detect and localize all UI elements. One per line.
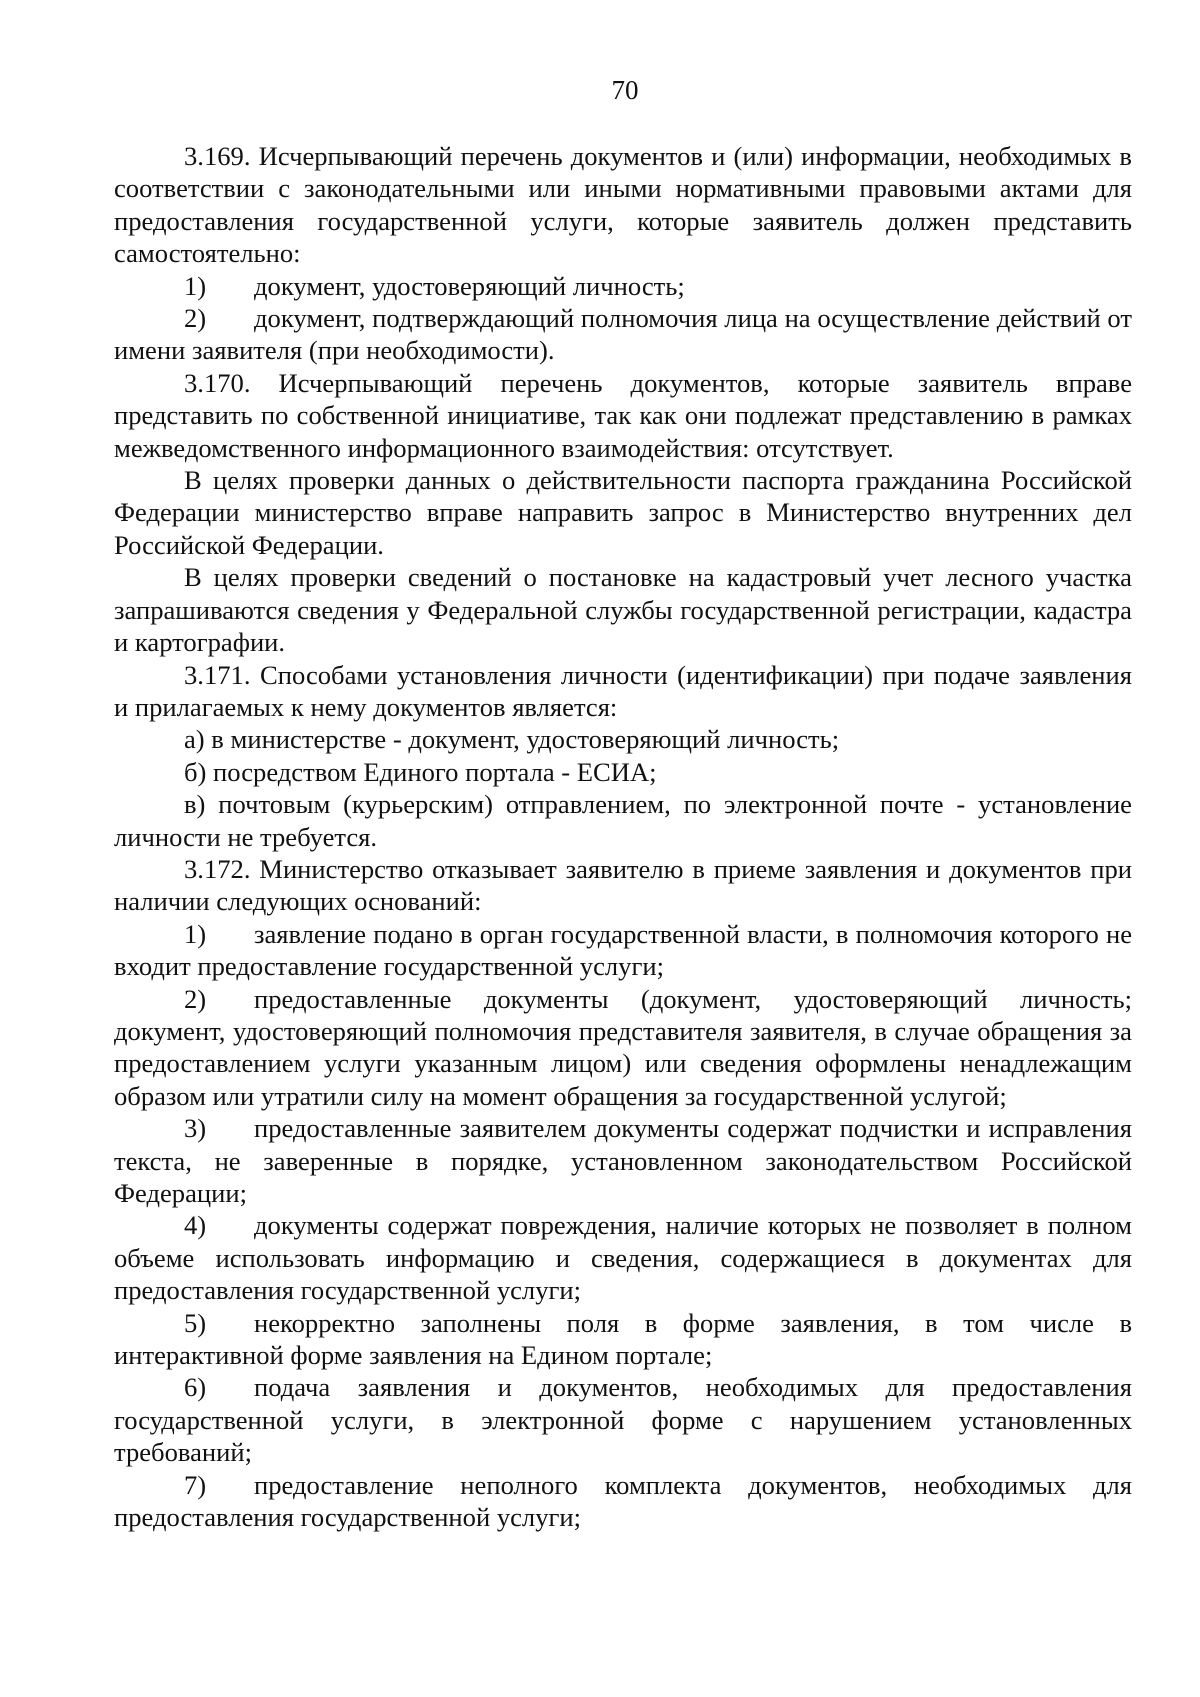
list-item-number: 1) <box>184 918 207 949</box>
paragraph-text: В целях проверки сведений о постановке на кадастровый учет лесного участка запрашиваются сведения у Федеральной службы государственной регистрации, кадастра и картографии. <box>114 562 1132 658</box>
list-item <box>114 1209 1132 1306</box>
paragraph <box>114 367 1132 464</box>
paragraph <box>114 788 1132 853</box>
list-item-text: подача заявления и документов, необходимых для предоставления государственной услуги, в электронной форме с нарушением установленных требований; <box>114 1372 1132 1468</box>
list-item <box>114 1307 1132 1372</box>
paragraph-text: 3.171. Способами установления личности (идентификации) при подаче заявления и прилагаемых к нему документов является: <box>114 659 1132 722</box>
paragraph-text: б) посредством Единого портала - ЕСИА; <box>184 756 657 787</box>
paragraph <box>114 853 1132 918</box>
list-item <box>114 1371 1132 1468</box>
list-item <box>114 983 1132 1113</box>
list-item <box>114 918 1132 983</box>
list-item-text: документ, подтверждающий полномочия лица на осуществление действий от имени заявителя (при необходимости). <box>114 303 1132 366</box>
list-item <box>114 302 1132 367</box>
paragraph <box>114 756 1132 788</box>
paragraph-text: 3.169. Исчерпывающий перечень документов и (или) информации, необходимых в соответствии с законодательными или иными нормативными правовыми актами для предоставления государственной услуги, которые заявитель должен представить самостоятельно: <box>114 141 1132 269</box>
paragraph <box>114 723 1132 755</box>
list-item <box>114 1112 1132 1209</box>
list-item-number: 4) <box>184 1210 207 1241</box>
paragraph <box>114 464 1132 561</box>
list-item <box>114 270 1132 302</box>
page-number: 70 <box>611 75 639 105</box>
list-item-text: заявление подано в орган государственной власти, в полномочия которого не входит предоставление государственной услуги; <box>114 918 1132 982</box>
paragraph-text: в) почтовым (курьерским) отправлением, по электронной почте - установление личности не требуется. <box>114 789 1132 852</box>
list-item-number: 7) <box>184 1469 207 1500</box>
list-item-text: предоставленные заявителем документы содержат подчистки и исправления текста, не заверенные в порядке, установленном законодательством Российской Федерации; <box>114 1113 1132 1208</box>
list-item-text: документ, удостоверяющий личность; <box>254 270 685 301</box>
list-item-text: документы содержат повреждения, наличие которых не позволяет в полном объеме использовать информацию и сведения, содержащиеся в документах для предоставления государственной услуги; <box>114 1210 1132 1306</box>
list-item-text: некорректно заполнены поля в форме заявления, в том числе в интерактивной форме заявления на Едином портале; <box>114 1307 1132 1371</box>
paragraph <box>114 659 1132 724</box>
list-item-number: 2) <box>184 303 207 334</box>
list-item-number: 5) <box>184 1307 207 1338</box>
paragraph-text: 3.172. Министерство отказывает заявителю в приеме заявления и документов при наличии следующих оснований: <box>114 853 1132 917</box>
paragraph-text: 3.170. Исчерпывающий перечень документов, которые заявитель вправе представить по собственной инициативе, так как они подлежат представлению в рамках межведомственного информационного взаимодействия: отсутствует. <box>114 367 1132 463</box>
list-item-number: 3) <box>184 1113 207 1144</box>
list-item-text: предоставленные документы (документ, удостоверяющий личность; документ, удостоверяющий полномочия представителя заявителя, в случае обращения за предоставлением услуги указанным лицом) или сведения оформлены ненадлежащим образом или утратили силу на момент обращения за государственной услугой; <box>114 983 1132 1111</box>
paragraph <box>114 140 1132 270</box>
paragraph-text: В целях проверки данных о действительности паспорта гражданина Российской Федерации министерство вправе направить запрос в Министерство внутренних дел Российской Федерации. <box>114 465 1132 560</box>
list-item-number: 2) <box>184 983 207 1014</box>
list-item-number: 1) <box>184 270 207 301</box>
paragraph <box>114 561 1132 658</box>
list-item-text: предоставление неполного комплекта документов, необходимых для предоставления государственной услуги; <box>114 1469 1132 1533</box>
document-body <box>114 140 1132 1533</box>
list-item <box>114 1469 1132 1534</box>
paragraph-text: а) в министерстве - документ, удостоверяющий личность; <box>184 724 840 755</box>
list-item-number: 6) <box>184 1372 207 1403</box>
